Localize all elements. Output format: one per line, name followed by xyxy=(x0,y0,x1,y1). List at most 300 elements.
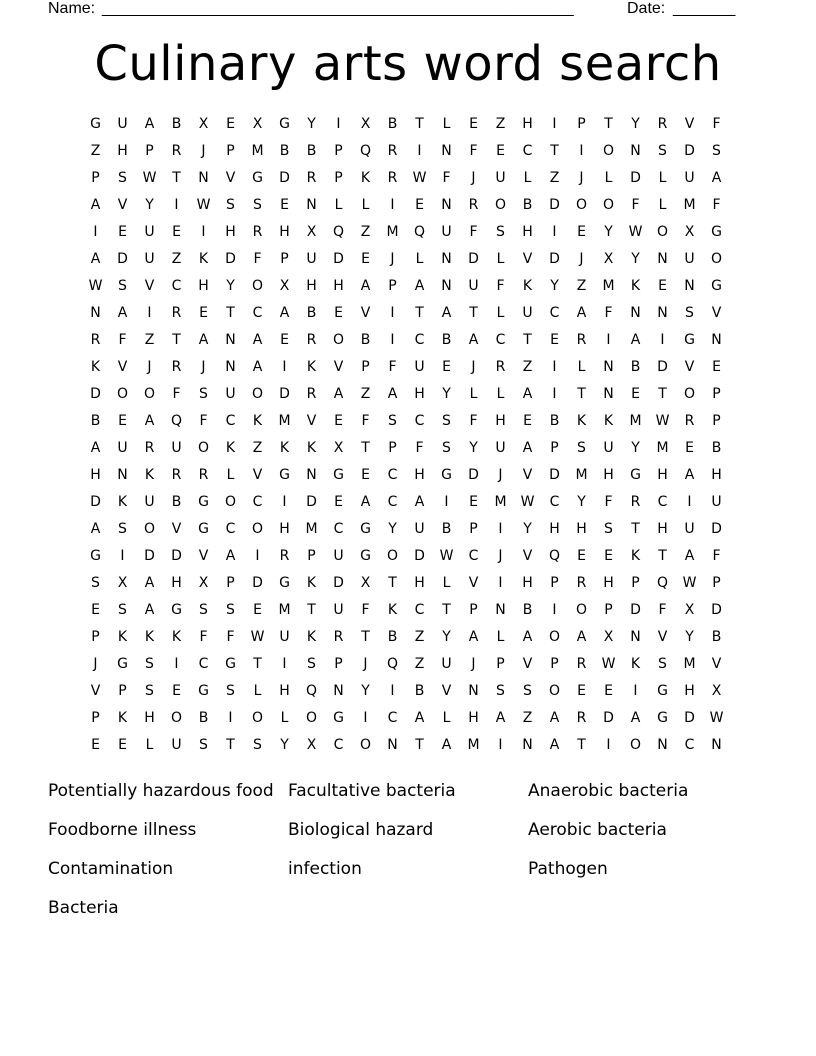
grid-letter: A xyxy=(279,305,290,321)
grid-letter: T xyxy=(307,602,316,618)
grid-letter: H xyxy=(171,575,182,591)
grid-letter: V xyxy=(171,521,182,537)
grid-letter: R xyxy=(171,467,182,483)
grid-letter: S xyxy=(199,602,208,618)
grid-letter: W xyxy=(655,413,670,429)
grid-letter: K xyxy=(630,548,641,564)
grid-letter: V xyxy=(360,305,371,321)
grid-letter: N xyxy=(711,332,722,348)
grid-letter: N xyxy=(630,629,641,645)
grid-letter: U xyxy=(522,305,533,321)
grid-letter: G xyxy=(711,278,722,294)
grid-letter: A xyxy=(252,359,263,375)
grid-letter: I xyxy=(660,332,665,348)
grid-letter: Y xyxy=(361,683,370,699)
grid-letter: D xyxy=(684,143,695,159)
grid-letter: T xyxy=(658,548,667,564)
grid-letter: N xyxy=(657,251,668,267)
grid-letter: P xyxy=(550,656,559,672)
grid-letter: T xyxy=(631,521,640,537)
grid-letter: G xyxy=(252,170,263,186)
grid-letter: F xyxy=(604,494,613,510)
grid-letter: K xyxy=(306,359,317,375)
grid-letter: G xyxy=(333,467,344,483)
grid-letter: P xyxy=(118,683,127,699)
grid-letter: I xyxy=(444,494,449,510)
grid-letter: V xyxy=(711,305,722,321)
grid-letter: U xyxy=(603,440,614,456)
grid-letter: P xyxy=(604,602,613,618)
grid-letter: I xyxy=(255,548,260,564)
grid-letter: Z xyxy=(495,116,506,132)
grid-letter: Z xyxy=(576,278,587,294)
grid-letter: A xyxy=(198,332,209,348)
grid-letter: V xyxy=(522,656,533,672)
grid-letter: O xyxy=(575,602,588,618)
grid-letter: M xyxy=(278,602,291,618)
grid-letter: X xyxy=(360,575,371,591)
grid-letter: S xyxy=(604,521,613,537)
grid-letter: C xyxy=(414,332,425,348)
grid-letter: G xyxy=(117,656,128,672)
grid-letter: A xyxy=(522,386,533,402)
grid-letter: T xyxy=(226,305,235,321)
grid-letter: L xyxy=(280,710,289,726)
grid-letter: O xyxy=(548,683,561,699)
grid-letter: E xyxy=(361,467,370,483)
grid-row xyxy=(82,597,730,624)
grid-letter: H xyxy=(549,521,560,537)
grid-letter: C xyxy=(657,494,668,510)
grid-letter: P xyxy=(334,170,343,186)
grid-letter: I xyxy=(201,224,206,240)
grid-letter: D xyxy=(225,251,236,267)
grid-letter: N xyxy=(198,170,209,186)
grid-letter: P xyxy=(550,440,559,456)
grid-letter: S xyxy=(307,656,316,672)
grid-letter: S xyxy=(226,602,235,618)
grid-letter: I xyxy=(579,143,584,159)
grid-letter: S xyxy=(658,656,667,672)
grid-row xyxy=(82,516,730,543)
grid-letter: E xyxy=(91,737,100,753)
grid-letter: M xyxy=(251,143,264,159)
grid-letter: A xyxy=(252,332,263,348)
grid-letter: X xyxy=(684,224,695,240)
grid-letter: Z xyxy=(144,332,155,348)
grid-letter: E xyxy=(253,602,262,618)
grid-letter: Q xyxy=(548,548,561,564)
grid-letter: T xyxy=(658,386,667,402)
grid-letter: P xyxy=(469,521,478,537)
grid-letter: H xyxy=(414,467,425,483)
grid-letter: D xyxy=(279,170,290,186)
grid-letter: K xyxy=(90,359,101,375)
grid-letter: P xyxy=(469,602,478,618)
grid-letter: D xyxy=(549,467,560,483)
grid-letter: H xyxy=(657,467,668,483)
grid-letter: A xyxy=(387,386,398,402)
grid-letter: S xyxy=(442,440,451,456)
grid-letter: R xyxy=(144,440,155,456)
grid-letter: H xyxy=(279,683,290,699)
grid-letter: O xyxy=(710,251,723,267)
grid-letter: Y xyxy=(523,521,532,537)
grid-letter: Z xyxy=(549,170,560,186)
grid-letter: Q xyxy=(656,575,669,591)
grid-letter: F xyxy=(712,548,721,564)
grid-letter: N xyxy=(333,683,344,699)
grid-letter: A xyxy=(576,629,587,645)
grid-letter: P xyxy=(334,656,343,672)
grid-letter: C xyxy=(684,737,695,753)
grid-letter: M xyxy=(629,413,642,429)
grid-letter: V xyxy=(306,413,317,429)
grid-letter: O xyxy=(143,521,156,537)
grid-letter: N xyxy=(441,251,452,267)
grid-letter: Z xyxy=(360,386,371,402)
grid-letter: F xyxy=(712,116,721,132)
grid-letter: S xyxy=(199,386,208,402)
grid-letter: C xyxy=(198,656,209,672)
grid-letter: X xyxy=(198,575,209,591)
grid-letter: O xyxy=(602,197,615,213)
grid-letter: B xyxy=(414,683,425,699)
grid-letter: T xyxy=(415,737,424,753)
grid-letter: V xyxy=(252,467,263,483)
grid-letter: U xyxy=(144,494,155,510)
grid-letter: J xyxy=(471,656,476,672)
grid-letter: J xyxy=(498,467,503,483)
grid-letter: R xyxy=(252,224,263,240)
grid-letter: E xyxy=(604,683,613,699)
grid-letter: O xyxy=(251,386,264,402)
grid-letter: E xyxy=(685,440,694,456)
grid-letter: N xyxy=(468,683,479,699)
grid-letter: M xyxy=(305,521,318,537)
grid-letter: K xyxy=(225,440,236,456)
grid-letter: D xyxy=(171,548,182,564)
grid-letter: Q xyxy=(359,143,372,159)
grid-letter: S xyxy=(496,683,505,699)
grid-letter: V xyxy=(522,251,533,267)
grid-letter: A xyxy=(90,251,101,267)
grid-letter: D xyxy=(468,251,479,267)
grid-letter: N xyxy=(441,143,452,159)
grid-letter: I xyxy=(390,683,395,699)
grid-letter: Y xyxy=(442,386,451,402)
grid-letter: A xyxy=(576,305,587,321)
grid-letter: J xyxy=(471,170,476,186)
grid-letter: A xyxy=(441,737,452,753)
grid-letter: O xyxy=(602,143,615,159)
grid-letter: S xyxy=(226,197,235,213)
grid-row xyxy=(82,678,730,705)
grid-letter: D xyxy=(630,170,641,186)
grid-letter: F xyxy=(172,386,181,402)
grid-letter: I xyxy=(147,305,152,321)
grid-letter: E xyxy=(631,386,640,402)
grid-letter: F xyxy=(658,602,667,618)
grid-letter: L xyxy=(334,197,343,213)
grid-letter: H xyxy=(198,278,209,294)
grid-letter: I xyxy=(498,521,503,537)
grid-letter: I xyxy=(498,737,503,753)
grid-letter: D xyxy=(684,710,695,726)
grid-letter: L xyxy=(253,683,262,699)
grid-letter: R xyxy=(468,197,479,213)
grid-letter: Q xyxy=(305,683,318,699)
grid-letter: L xyxy=(469,386,478,402)
word-list-item: Foodborne illness xyxy=(48,820,197,840)
grid-letter: A xyxy=(144,413,155,429)
grid-letter: U xyxy=(279,629,290,645)
grid-letter: X xyxy=(711,683,722,699)
grid-letter: N xyxy=(90,305,101,321)
grid-letter: M xyxy=(602,278,615,294)
grid-letter: D xyxy=(90,386,101,402)
grid-letter: K xyxy=(306,629,317,645)
grid-letter: F xyxy=(496,278,505,294)
grid-letter: G xyxy=(657,683,668,699)
grid-letter: W xyxy=(628,224,643,240)
grid-letter: N xyxy=(441,278,452,294)
grid-letter: Y xyxy=(145,197,154,213)
grid-letter: I xyxy=(120,548,125,564)
grid-letter: A xyxy=(144,116,155,132)
grid-letter: Y xyxy=(631,440,640,456)
grid-letter: E xyxy=(334,494,343,510)
grid-letter: E xyxy=(172,224,181,240)
grid-row xyxy=(82,246,730,273)
grid-letter: T xyxy=(415,305,424,321)
grid-row xyxy=(82,219,730,246)
grid-letter: H xyxy=(279,224,290,240)
grid-letter: I xyxy=(552,116,557,132)
grid-letter: E xyxy=(712,359,721,375)
grid-letter: J xyxy=(471,359,476,375)
grid-letter: X xyxy=(603,251,614,267)
grid-letter: P xyxy=(388,278,397,294)
grid-letter: S xyxy=(523,683,532,699)
grid-letter: K xyxy=(117,629,128,645)
grid-letter: K xyxy=(576,413,587,429)
grid-letter: A xyxy=(630,710,641,726)
grid-letter: H xyxy=(117,143,128,159)
grid-letter: Y xyxy=(631,116,640,132)
grid-letter: P xyxy=(712,386,721,402)
grid-letter: J xyxy=(579,251,584,267)
grid-letter: M xyxy=(683,197,696,213)
grid-letter: D xyxy=(333,575,344,591)
grid-letter: O xyxy=(170,710,183,726)
grid-letter: B xyxy=(279,143,290,159)
grid-letter: E xyxy=(469,116,478,132)
grid-letter: I xyxy=(390,197,395,213)
grid-letter: Y xyxy=(577,494,586,510)
grid-letter: H xyxy=(522,116,533,132)
grid-letter: Y xyxy=(604,224,613,240)
grid-letter: X xyxy=(333,440,344,456)
grid-letter: O xyxy=(197,440,210,456)
grid-letter: W xyxy=(709,710,724,726)
grid-letter: K xyxy=(603,413,614,429)
grid-letter: R xyxy=(576,332,587,348)
grid-letter: E xyxy=(577,548,586,564)
grid-letter: V xyxy=(441,683,452,699)
grid-letter: C xyxy=(333,521,344,537)
grid-letter: C xyxy=(171,278,182,294)
grid-letter: S xyxy=(496,224,505,240)
grid-letter: U xyxy=(684,521,695,537)
grid-letter: G xyxy=(198,494,209,510)
grid-letter: J xyxy=(147,359,152,375)
grid-row xyxy=(82,165,730,192)
grid-letter: K xyxy=(144,467,155,483)
grid-letter: P xyxy=(496,656,505,672)
grid-letter: R xyxy=(630,494,641,510)
grid-letter: S xyxy=(658,143,667,159)
grid-letter: O xyxy=(305,710,318,726)
grid-letter: F xyxy=(199,413,208,429)
grid-letter: L xyxy=(523,170,532,186)
grid-letter: G xyxy=(711,224,722,240)
grid-letter: B xyxy=(522,602,533,618)
grid-letter: S xyxy=(145,683,154,699)
grid-letter: P xyxy=(550,575,559,591)
grid-letter: B xyxy=(387,629,398,645)
grid-letter: S xyxy=(118,602,127,618)
grid-letter: X xyxy=(684,602,695,618)
word-list-item: Contamination xyxy=(48,859,174,879)
grid-letter: Y xyxy=(442,629,451,645)
grid-letter: A xyxy=(549,737,560,753)
grid-letter: I xyxy=(552,602,557,618)
grid-letter: D xyxy=(144,548,155,564)
grid-letter: M xyxy=(278,413,291,429)
grid-letter: W xyxy=(142,170,157,186)
grid-letter: U xyxy=(495,170,506,186)
grid-letter: T xyxy=(415,116,424,132)
grid-letter: N xyxy=(630,305,641,321)
grid-letter: B xyxy=(90,413,101,429)
grid-letter: D xyxy=(657,359,668,375)
grid-letter: I xyxy=(93,224,98,240)
grid-letter: M xyxy=(656,440,669,456)
grid-row xyxy=(82,354,730,381)
grid-letter: M xyxy=(467,737,480,753)
grid-letter: F xyxy=(388,359,397,375)
grid-letter: Y xyxy=(685,629,694,645)
grid-letter: H xyxy=(657,521,668,537)
grid-letter: B xyxy=(360,332,371,348)
grid-letter: X xyxy=(306,737,317,753)
grid-letter: Z xyxy=(90,143,101,159)
grid-row xyxy=(82,435,730,462)
grid-letter: F xyxy=(415,440,424,456)
grid-letter: E xyxy=(226,116,235,132)
grid-letter: P xyxy=(388,440,397,456)
grid-row xyxy=(82,705,730,732)
grid-letter: N xyxy=(387,737,398,753)
grid-letter: D xyxy=(711,521,722,537)
grid-letter: X xyxy=(117,575,128,591)
grid-letter: U xyxy=(684,251,695,267)
word-list-item: Facultative bacteria xyxy=(288,781,456,801)
grid-letter: L xyxy=(442,116,451,132)
grid-letter: I xyxy=(552,386,557,402)
grid-letter: A xyxy=(117,305,128,321)
grid-letter: E xyxy=(577,683,586,699)
grid-letter: D xyxy=(333,251,344,267)
grid-row xyxy=(82,300,730,327)
grid-letter: U xyxy=(144,251,155,267)
grid-letter: B xyxy=(171,116,182,132)
grid-letter: F xyxy=(631,197,640,213)
grid-letter: G xyxy=(225,656,236,672)
grid-letter: I xyxy=(687,494,692,510)
grid-letter: F xyxy=(604,305,613,321)
grid-letter: E xyxy=(415,197,424,213)
grid-letter: B xyxy=(711,440,722,456)
grid-letter: R xyxy=(279,548,290,564)
grid-letter: Z xyxy=(414,629,425,645)
name-blank: _____________________________________________________ xyxy=(102,0,574,17)
grid-letter: F xyxy=(712,197,721,213)
grid-letter: G xyxy=(333,710,344,726)
grid-letter: O xyxy=(251,521,264,537)
grid-letter: W xyxy=(196,197,211,213)
grid-letter: G xyxy=(90,116,101,132)
grid-letter: P xyxy=(226,575,235,591)
grid-letter: S xyxy=(118,521,127,537)
grid-row xyxy=(82,543,730,570)
grid-letter: U xyxy=(306,251,317,267)
grid-letter: F xyxy=(361,602,370,618)
grid-letter: T xyxy=(577,737,586,753)
grid-letter: F xyxy=(469,413,478,429)
grid-letter: E xyxy=(496,143,505,159)
grid-letter: Z xyxy=(360,224,371,240)
grid-letter: V xyxy=(522,548,533,564)
grid-letter: P xyxy=(631,575,640,591)
grid-letter: K xyxy=(306,440,317,456)
grid-letter: F xyxy=(442,170,451,186)
grid-letter: I xyxy=(282,656,287,672)
word-search-grid xyxy=(82,111,730,759)
grid-letter: E xyxy=(199,305,208,321)
grid-letter: U xyxy=(333,602,344,618)
grid-letter: D xyxy=(252,575,263,591)
grid-letter: S xyxy=(712,143,721,159)
grid-letter: E xyxy=(91,602,100,618)
grid-letter: U xyxy=(441,656,452,672)
grid-letter: F xyxy=(118,332,127,348)
grid-letter: D xyxy=(711,602,722,618)
grid-letter: Y xyxy=(388,521,397,537)
grid-letter: J xyxy=(579,170,584,186)
grid-letter: Z xyxy=(414,656,425,672)
grid-letter: K xyxy=(387,602,398,618)
grid-letter: G xyxy=(279,575,290,591)
grid-letter: T xyxy=(550,143,559,159)
grid-letter: A xyxy=(360,278,371,294)
grid-letter: S xyxy=(388,413,397,429)
grid-letter: M xyxy=(494,494,507,510)
grid-letter: O xyxy=(656,224,669,240)
grid-letter: N xyxy=(225,359,236,375)
grid-letter: A xyxy=(522,440,533,456)
